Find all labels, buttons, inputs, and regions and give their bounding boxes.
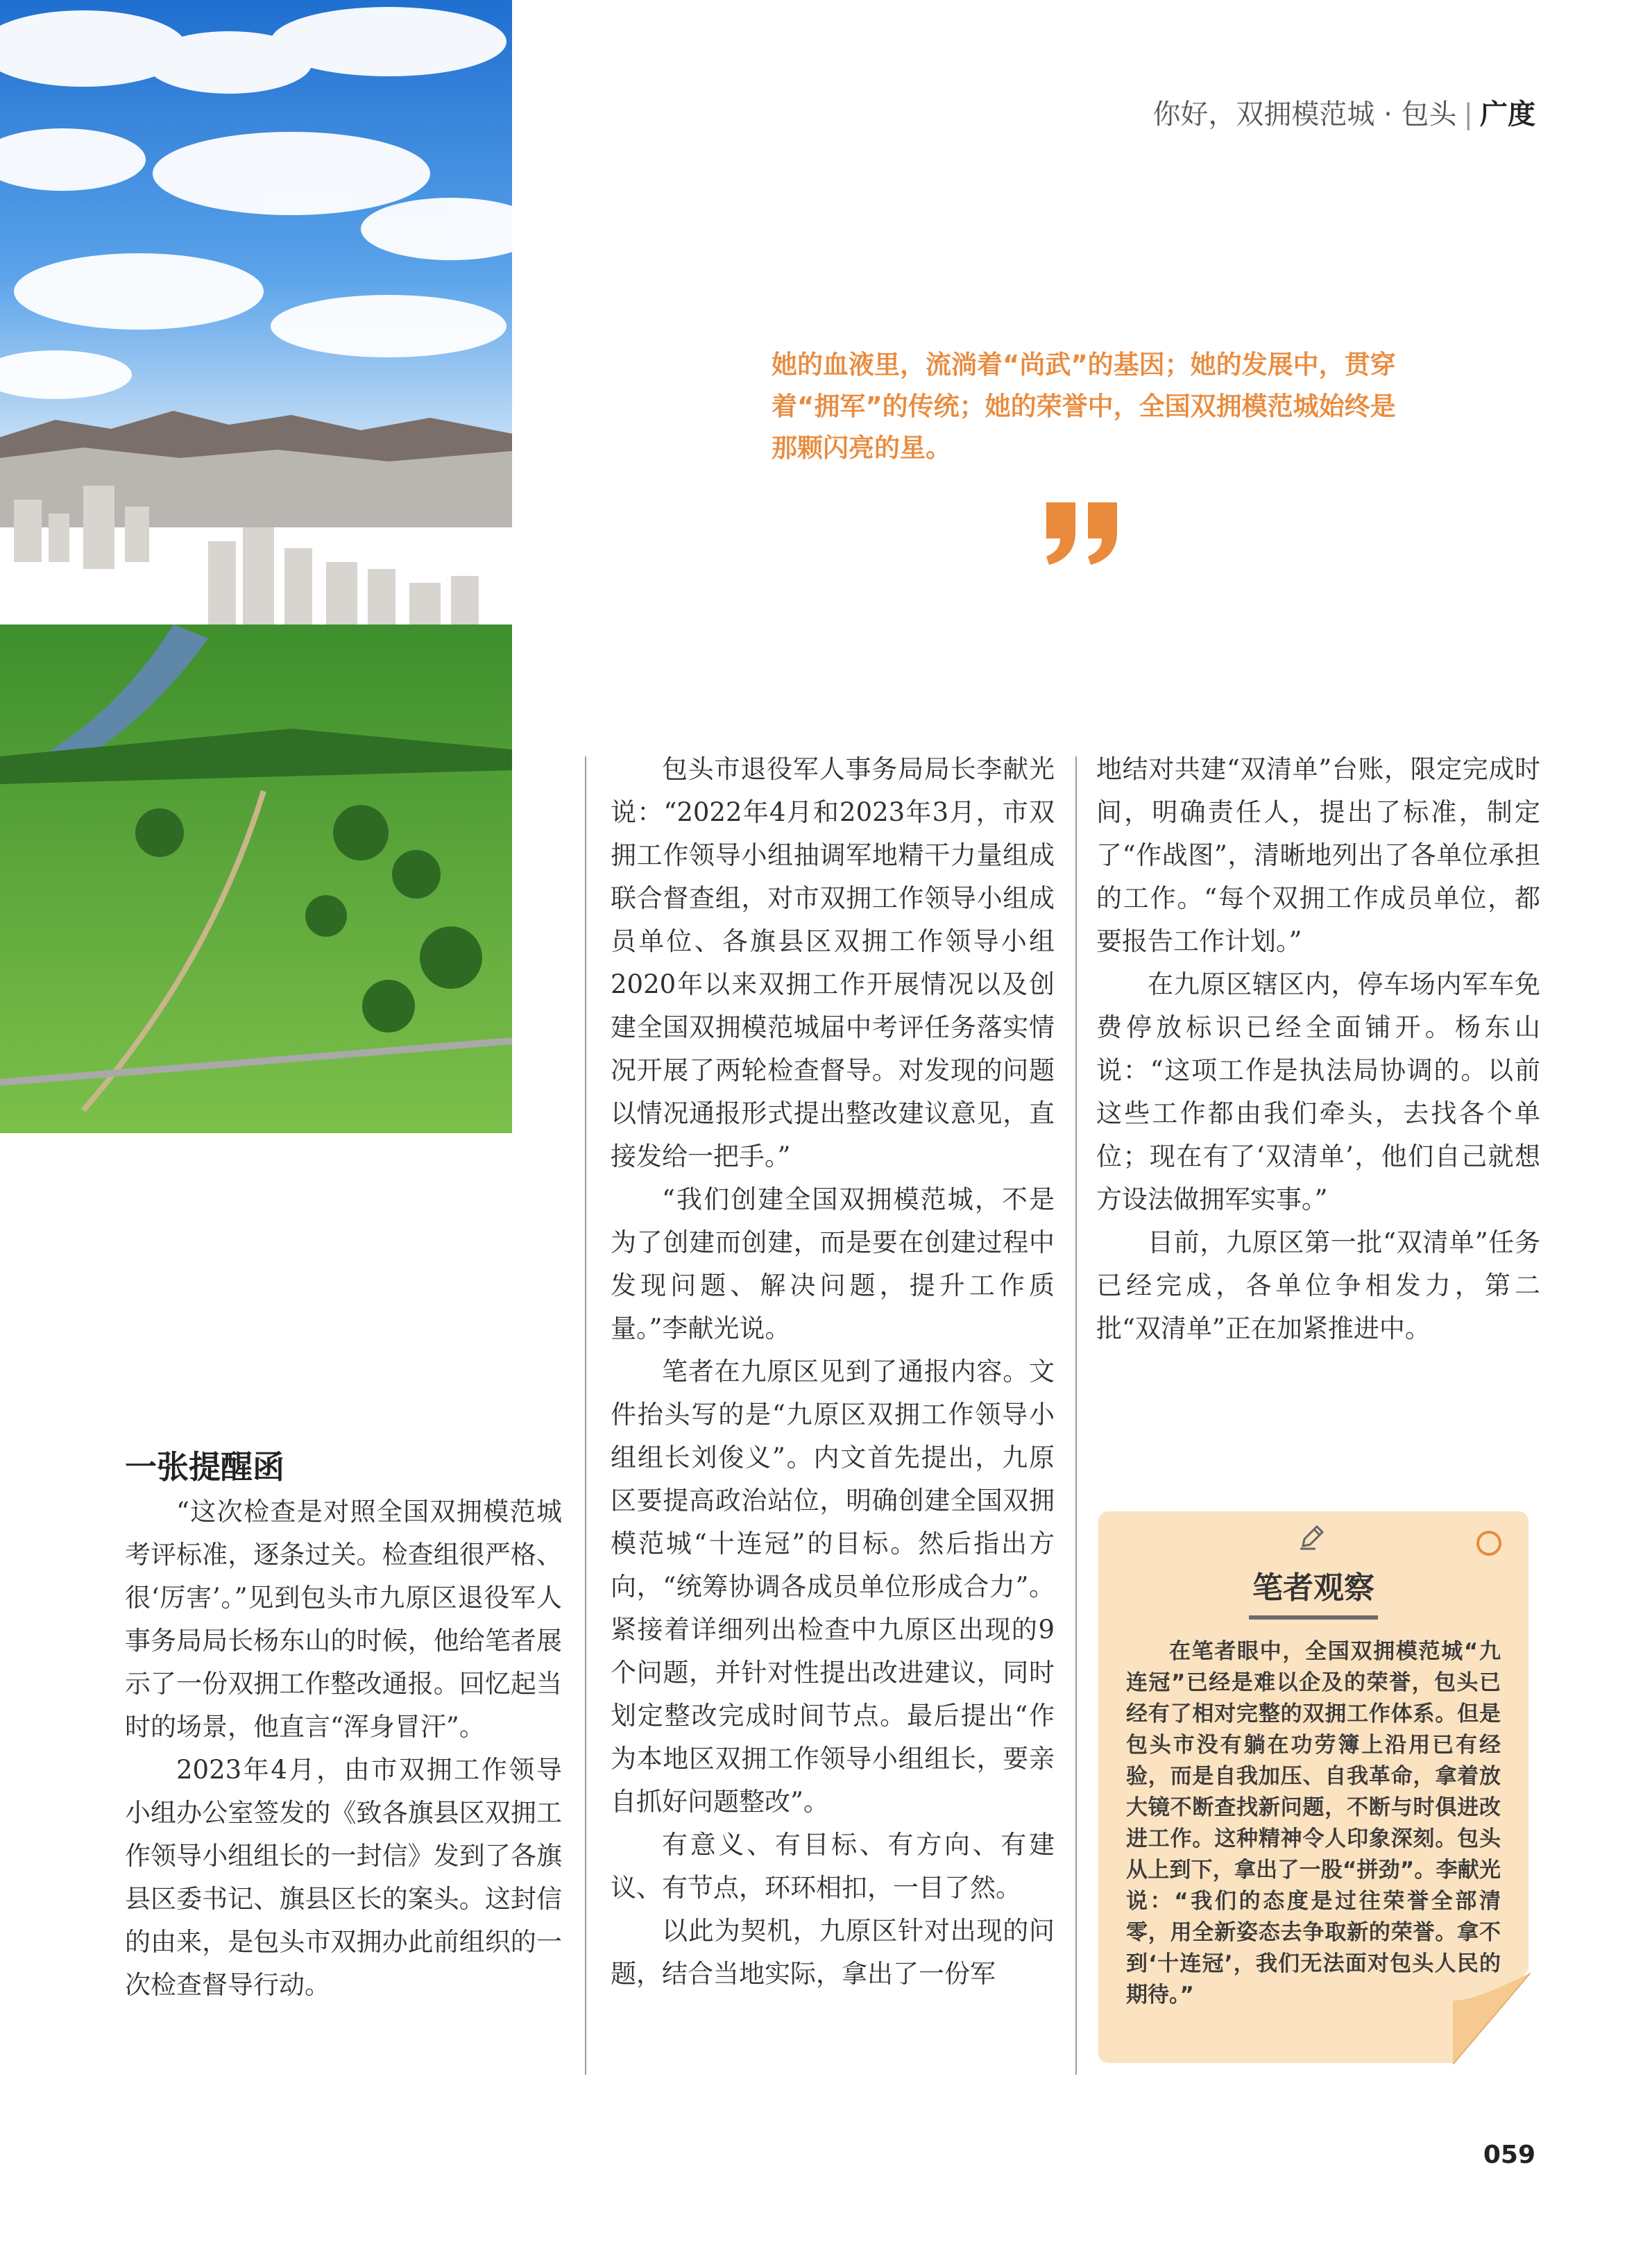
- note-paragraph: 在笔者眼中，全国双拥模范城“九连冠”已经是难以企及的荣誉，包头已经有了相对完整的双拥工作体系。但是包头市没有躺在功劳簿上沿用已有经验，而是自我加压、自我革命，拿着放大镜不断查找新问题，不断与时俱进改进工作。这种精神令人印象深刻。包头从上到下，拿出了一股“拼劲”。李献光说：“我们的态度是过往荣誉全部清零，用全新姿态去争取新的荣誉。拿不到‘十连冠’，我们无法面对包头人民的期待。”: [1126, 1639, 1501, 2007]
- body-paragraph: “我们创建全国双拥模范城，不是为了创建而创建，而是要在创建过程中发现问题、解决问题，提升工作质量。”李献光说。: [611, 1184, 1055, 1343]
- header-section-name: 广度: [1480, 99, 1535, 130]
- body-column-1: [125, 1491, 562, 2007]
- note-title: 笔者观察: [1252, 1570, 1374, 1606]
- body-paragraph: “这次检查是对照全国双拥模范城考评标准，逐条过关。检查组很严格、很‘厉害’。”见到包头市九原区退役军人事务局局长杨东山的时候，他给笔者展示了一份双拥工作整改通报。回忆起当时的场景，他直言“浑身冒汗”。: [125, 1497, 562, 1742]
- page-number: 059: [1483, 2141, 1535, 2169]
- note-title-underline: [1249, 1615, 1378, 1620]
- body-paragraph: 2023年4月，由市双拥工作领导小组办公室签发的《致各旗县区双拥工作领导小组组长的一封信》发到了各旗县区委书记、旗县区长的案头。这封信的由来，是包头市双拥办此前组织的一次检查督导行动。: [125, 1755, 562, 2000]
- body-column-2: [611, 748, 1055, 1996]
- header-series-title: 你好，双拥模范城 · 包头: [1152, 99, 1457, 130]
- column-divider: [585, 756, 586, 2075]
- page-header: [1152, 92, 1535, 132]
- pen-icon: [1297, 1522, 1327, 1552]
- body-paragraph: 有意义、有目标、有方向、有建议、有节点，环环相扣，一目了然。: [611, 1830, 1055, 1903]
- body-paragraph: 包头市退役军人事务局局长李献光说：“2022年4月和2023年3月，市双拥工作领导小组抽调军地精干力量组成联合督查组，对市双拥工作领导小组成员单位、各旗县区双拥工作领导小组2020年以来双拥工作开展情况以及创建全国双拥模范城届中考评任务落实情况开展了两轮检查督导。对发现的问题以情况通报形式提出整改建议意见，直接发给一把手。”: [611, 754, 1055, 1171]
- body-paragraph: 目前，九原区第一批“双清单”任务已经完成，各单位争相发力，第二批“双清单”正在加紧推进中。: [1096, 1228, 1540, 1343]
- pull-quote: 她的血液里，流淌着“尚武”的基因；她的发展中，贯穿着“拥军”的传统；她的荣誉中，全国双拥模范城始终是那颗闪亮的星。: [772, 350, 1396, 463]
- body-column-3: [1096, 748, 1540, 1350]
- body-paragraph: 在九原区辖区内，停车场内军车免费停放标识已经全面铺开。杨东山说：“这项工作是执法局协调的。以前这些工作都由我们牵头，去找各个单位；现在有了‘双清单’，他们自己就想方设法做拥军实事。”: [1096, 969, 1540, 1214]
- column-divider: [1075, 756, 1077, 2075]
- header-separator: |: [1463, 99, 1473, 130]
- closing-quote-icon: [1041, 500, 1124, 572]
- city-landscape-photo: [0, 0, 512, 1133]
- body-paragraph: 以此为契机，九原区针对出现的问题，结合当地实际，拿出了一份军: [611, 1916, 1055, 1989]
- section-heading: 一张提醒函: [125, 1448, 284, 1486]
- body-paragraph: 笔者在九原区见到了通报内容。文件抬头写的是“九原区双拥工作领导小组组长刘俊义”。内文首先提出，九原区要提高政治站位，明确创建全国双拥模范城“十连冠”的目标。然后指出方向，“统筹协调各成员单位形成合力”。紧接着详细列出检查中九原区出现的9个问题，并针对性提出改进建议，同时划定整改完成时间节点。最后提出“作为本地区双拥工作领导小组组长，要亲自抓好问题整改”。: [611, 1357, 1055, 1817]
- body-paragraph: 地结对共建“双清单”台账，限定完成时间，明确责任人，提出了标准，制定了“作战图”，清晰地列出了各单位承担的工作。“每个双拥工作成员单位，都要报告工作计划。”: [1096, 754, 1540, 956]
- landscape-illustration: [0, 0, 512, 1133]
- note-body: [1126, 1636, 1501, 2011]
- ring-icon: [1476, 1531, 1501, 1556]
